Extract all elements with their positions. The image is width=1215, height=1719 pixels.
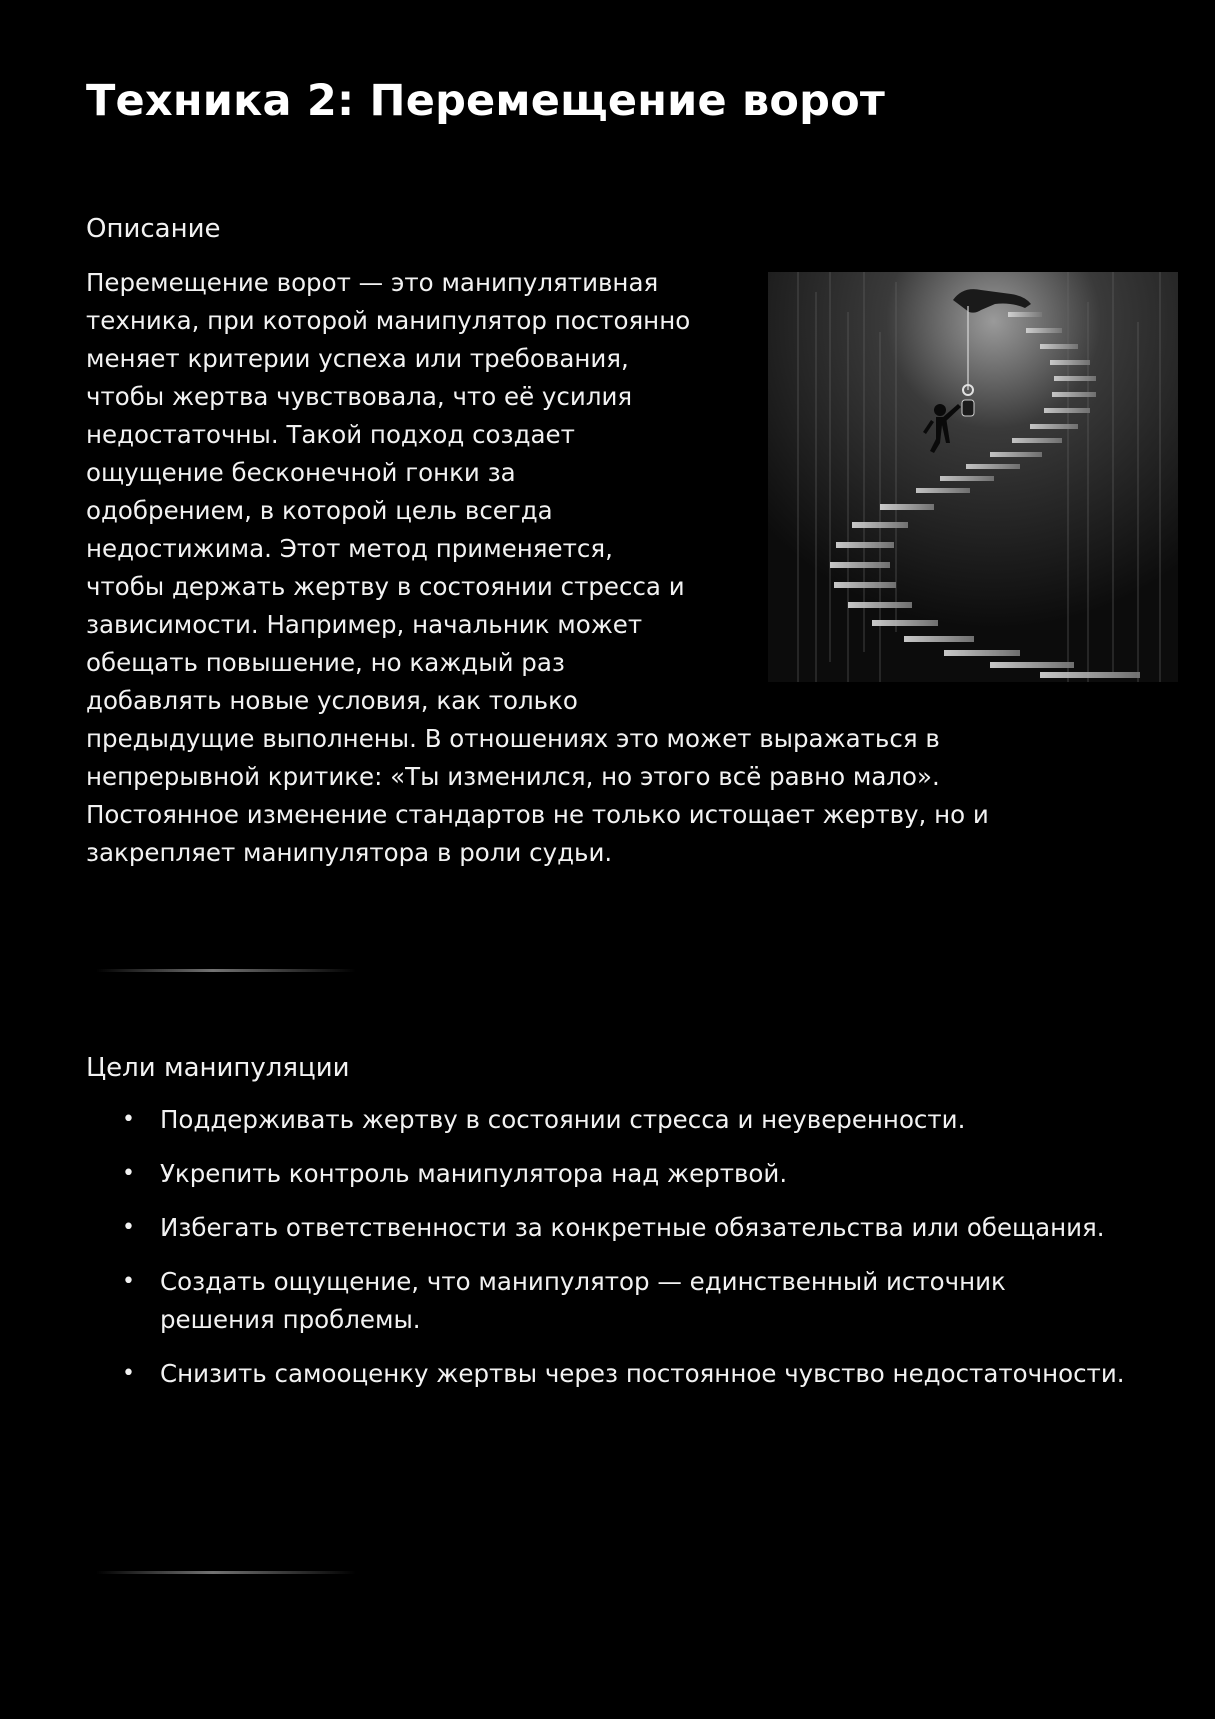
description-line: одобрением, в которой цель всегда: [86, 496, 553, 525]
goal-text: Поддерживать жертву в состоянии стресса и неуверенности.: [160, 1105, 966, 1134]
section-divider: [96, 1571, 356, 1574]
list-item: [86, 1263, 1126, 1339]
description-line: ощущение бесконечной гонки за: [86, 458, 516, 487]
goal-text: Создать ощущение, что манипулятор — единственный источник решения проблемы.: [160, 1267, 1006, 1334]
description-line: техника, при которой манипулятор постоянно: [86, 306, 691, 335]
description-line: меняет критерии успеха или требования,: [86, 344, 629, 373]
description-line: обещать повышение, но каждый раз: [86, 648, 565, 677]
goal-text: Укрепить контроль манипулятора над жертвой.: [160, 1159, 788, 1188]
description-line: непрерывной критике: «Ты изменился, но этого всё равно мало».: [86, 762, 940, 791]
goals-list: [86, 1101, 1126, 1409]
goal-text: Избегать ответственности за конкретные обязательства или обещания.: [160, 1213, 1105, 1242]
description-line: Постоянное изменение стандартов не только истощает жертву, но и: [86, 800, 989, 829]
description-line: закрепляет манипулятора в роли судьи.: [86, 838, 613, 867]
list-item: [86, 1155, 1126, 1193]
description-line: зависимости. Например, начальник может: [86, 610, 643, 639]
list-item: [86, 1209, 1126, 1247]
description-line: недостижима. Этот метод применяется,: [86, 534, 613, 563]
description-line: предыдущие выполнены. В отношениях это может выражаться в: [86, 724, 940, 753]
description-label: Описание: [86, 214, 221, 244]
bullet-icon: •: [122, 1107, 135, 1132]
description-line: чтобы жертва чувствовала, что её усилия: [86, 382, 633, 411]
bullet-icon: •: [122, 1269, 135, 1294]
description-line: добавлять новые условия, как только: [86, 686, 578, 715]
section-divider: [96, 969, 356, 972]
list-item: [86, 1101, 1126, 1139]
description-line: недостаточны. Такой подход создает: [86, 420, 575, 449]
bullet-icon: •: [122, 1215, 135, 1240]
staircase-illustration: [768, 272, 1178, 682]
bullet-icon: •: [122, 1361, 135, 1386]
page-title: Техника 2: Перемещение ворот: [86, 76, 886, 126]
description-line: Перемещение ворот — это манипулятивная: [86, 268, 659, 297]
goal-text: Снизить самооценку жертвы через постоянное чувство недостаточности.: [160, 1359, 1125, 1388]
list-item: [86, 1355, 1126, 1393]
goals-label: Цели манипуляции: [86, 1053, 350, 1083]
description-line: чтобы держать жертву в состоянии стресса и: [86, 572, 685, 601]
bullet-icon: •: [122, 1161, 135, 1186]
